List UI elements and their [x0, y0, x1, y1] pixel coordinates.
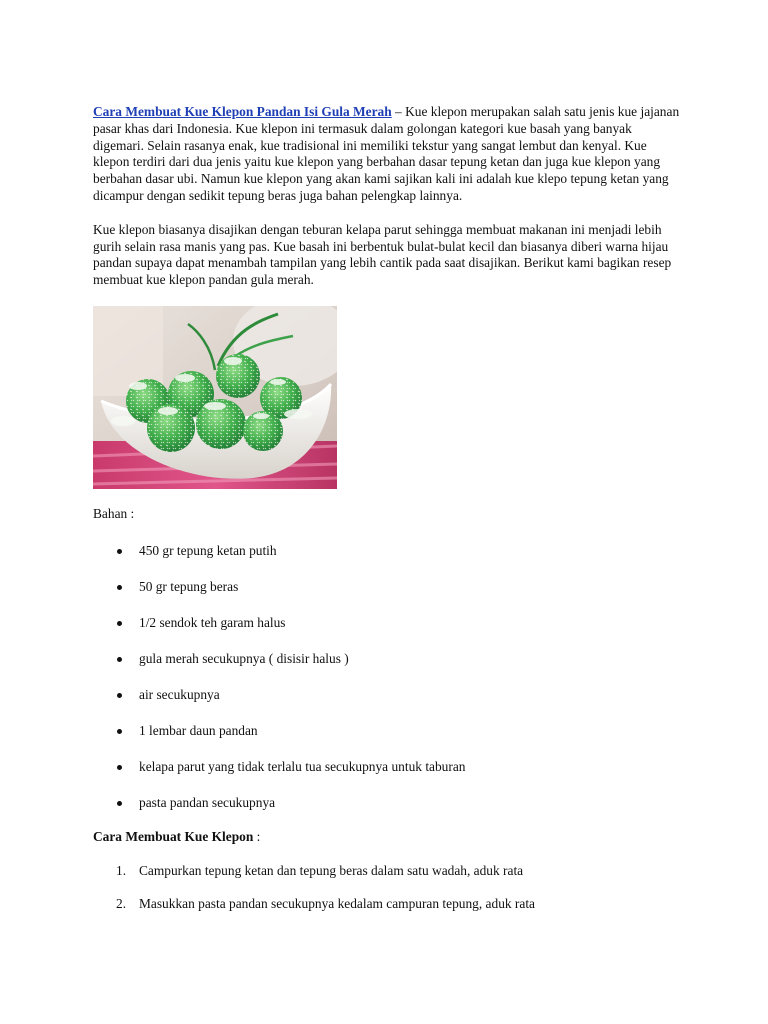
- list-item: air secukupnya: [93, 687, 683, 704]
- bullet-icon: [117, 585, 122, 590]
- method-heading-text: Cara Membuat Kue Klepon: [93, 828, 254, 844]
- list-item: gula merah secukupnya ( disisir halus ): [93, 651, 683, 668]
- title-link[interactable]: Cara Membuat Kue Klepon Pandan Isi Gula Merah: [93, 104, 392, 119]
- bullet-icon: [117, 621, 122, 626]
- ingredients-list: [93, 543, 683, 812]
- list-item: [93, 863, 683, 880]
- list-item: 450 gr tepung ketan putih: [93, 543, 683, 560]
- list-item: 1/2 sendok teh garam halus: [93, 615, 683, 632]
- list-item: 1 lembar daun pandan: [93, 723, 683, 740]
- list-item: [93, 896, 683, 913]
- intro-paragraph: [93, 104, 683, 205]
- bullet-icon: [117, 549, 122, 554]
- bullet-icon: [117, 729, 122, 734]
- ingredients-label: Bahan :: [93, 505, 135, 521]
- list-item: kelapa parut yang tidak terlalu tua secukupnya untuk taburan: [93, 759, 683, 776]
- document-page: [93, 104, 683, 929]
- bullet-icon: [117, 765, 122, 770]
- step-number: 1.: [116, 863, 127, 879]
- bullet-icon: [117, 657, 122, 662]
- klepon-photo: [93, 306, 337, 489]
- list-item: pasta pandan secukupnya: [93, 795, 683, 812]
- bullet-icon: [117, 693, 122, 698]
- method-heading: [93, 829, 683, 846]
- step-number: 2.: [116, 896, 127, 912]
- intro-text: – Kue klepon merupakan salah satu jenis kue jajanan pasar khas dari Indonesia. Kue klepon ini termasuk dalam golongan kategori kue basah yang banyak digemari. Selain rasanya enak, kue tradisional ini memiliki tekstur yang sangat lembut dan kenyal. Kue klepon terdiri dari dua jenis yaitu kue klepon yang berbahan dasar tepung ketan dan juga kue klepon yang berbahan dasar ubi. Namun kue klepon yang akan kami sajikan kali ini adalah kue klepo tepung ketan yang dicampur dengan sedikit tepung beras juga bahan pelengkap lainnya.: [93, 104, 680, 203]
- method-steps: [93, 863, 683, 913]
- list-item: 50 gr tepung beras: [93, 579, 683, 596]
- bullet-icon: [117, 801, 122, 806]
- step-text: Masukkan pasta pandan secukupnya kedalam campuran tepung, aduk rata: [139, 896, 535, 912]
- serving-paragraph: Kue klepon biasanya disajikan dengan teburan kelapa parut sehingga membuat makanan ini menjadi lebih gurih selain rasa manis yang pas. Kue basah ini berbentuk bulat-bulat kecil dan biasanya diberi warna hijau pandan supaya dapat menambah tampilan yang lebih cantik pada saat disajikan. Berikut kami bagikan resep membuat kue klepon pandan gula merah.: [93, 221, 672, 288]
- method-heading-suffix: :: [253, 828, 261, 844]
- step-text: Campurkan tepung ketan dan tepung beras dalam satu wadah, aduk rata: [139, 863, 524, 879]
